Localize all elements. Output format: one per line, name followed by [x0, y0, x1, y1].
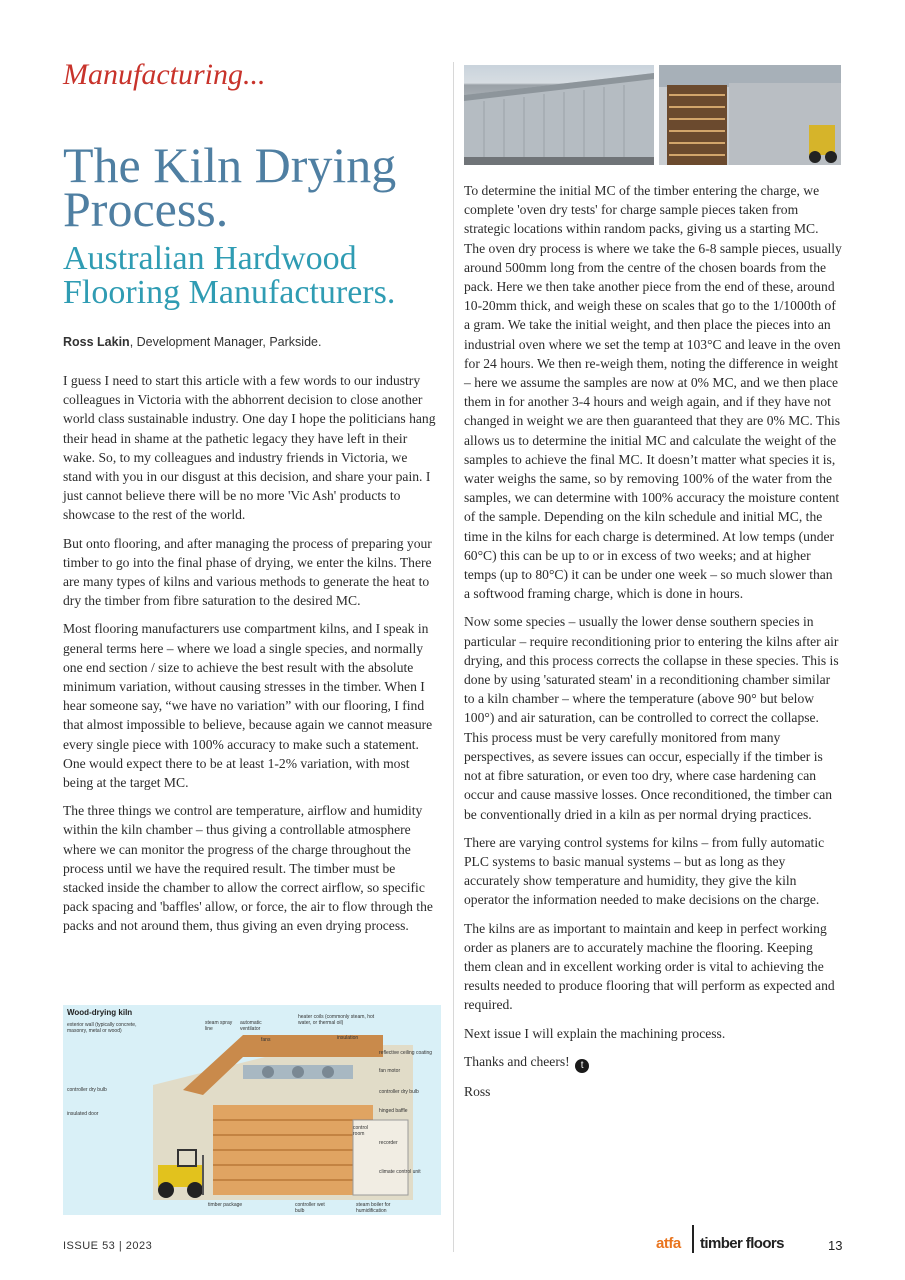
kiln-exterior-photo — [464, 65, 654, 165]
paragraph: The three things we control are temperature, airflow and humidity within the kiln chamber – thus giving a controllable atmosphere where we can monitor the progress of the charge throughout the process until we have the required result. The timber must be stacked inside the chamber to allow the correct airflow, so specific pack spacing and 'baffles' allow, or force, the air to flow through the packs and not around them, thus giving an even drying process. — [63, 803, 433, 934]
signoff-line — [464, 1052, 842, 1073]
label-fans: fans — [261, 1037, 271, 1043]
signature: Ross — [464, 1083, 491, 1099]
label-climate-unit: climate control unit — [379, 1169, 421, 1175]
timber-floors-logo: timber floors — [700, 1235, 784, 1252]
kiln-doorway-drawing — [659, 65, 841, 165]
label-controller-wet: controller wet bulb — [295, 1202, 325, 1214]
paragraph: Now some species – usually the lower dense southern species in particular – require reconditioning prior to entering the kilns after air drying, and this process corrects the collapse in these species. This is done by using 'saturated steam' in a reconditioning chamber similar to a kiln chamber – where the temperature (above 90° but below 100°) and air saturation, can be controlled to correct the collapse. This process must be very carefully monitored from many perspectives, as severe issues can occur, especially if the timber is not at fibre saturation, or even too dry, where case hardening can occur and cause massive losses. Once reconditioned, the timber can be conventionally dried in a kiln as per normal drying practices. — [464, 614, 839, 822]
label-fan-motor: fan motor — [379, 1068, 401, 1074]
label-control-room: control room — [353, 1125, 369, 1137]
author-role: , Development Manager, Parkside. — [129, 335, 322, 349]
paragraph: I guess I need to start this article with a few words to our industry colleagues in Victoria with the abhorrent decision to close another world class sustainable industry. One day I hope the politicians hang their head in shame at the pathetic legacy they have left in their wake. So, to my colleagues and industry friends in Victoria, we stand with you in our disgust at this decision, and share your pain. I just cannot believe there will be no more 'Vic Ash' products to showcase to the rest of the world. — [63, 373, 436, 523]
diagram-title: Wood-drying kiln — [67, 1008, 133, 1017]
label-exterior-wall: exterior wall (typically concrete, masonry, metal or wood) — [67, 1022, 137, 1034]
signoff: Thanks and cheers! — [464, 1053, 570, 1069]
page-number: 13 — [828, 1238, 843, 1253]
paragraph: The kilns are as important to maintain and keep in perfect working order as planers are to accurately machine the flooring. Keeping them clean and in excellent working order is vital to achieving the results needed to produce flooring that will perform as expected and required. — [464, 920, 835, 1013]
paragraph: Most flooring manufacturers use compartment kilns, and I speak in general terms here – where we load a single species, and normally one end section / size to achieve the best result with the absolute minimum variation, without causing stresses in the timber. When I hear someone say, “we have no variation” with our flooring, I find that almost impossible to believe, because again we cannot measure every single piece with 100% accuracy to make such a statement. One would expect there to be at least 1-2% variation, with most being at the target MC. — [63, 621, 433, 791]
kiln-building-drawing — [464, 65, 654, 165]
label-automatic-vent: automatic ventilator — [240, 1020, 262, 1032]
issue-number: ISSUE 53 | 2023 — [63, 1240, 153, 1252]
label-steam-spray: steam spray line — [205, 1020, 233, 1032]
label-controller-dry-right: controller dry bulb — [379, 1089, 419, 1095]
label-timber-package: timber package — [208, 1202, 243, 1208]
section-label: Manufacturing... — [63, 58, 266, 91]
end-mark-icon: t — [575, 1059, 589, 1073]
footer-divider — [692, 1225, 694, 1253]
label-insulated-door: insulated door — [67, 1111, 99, 1117]
column-divider — [453, 62, 454, 1252]
paragraph: To determine the initial MC of the timber entering the charge, we complete 'oven dry tests' for charge sample pieces taken from strategic locations within random packs, giving us a starting MC. The oven dry process is where we take the 6-8 sample pieces, usually around 500mm long from the centre of the chosen boards from the pack. Here we then take another piece from the end of these, around 10-20mm thick, and weigh these on scales that go to the 1/1000th of a gram. We take the initial weight, and then place the pieces into an industrial oven where we set the temp at 103°C and leave in the oven for 24 hours. We then re-weigh them, noting the difference in weight – here we assume the samples are now at 0% MC, and we then place them in for another 3-4 hours and weigh again, and if they have not changed in weight we are then guaranteed that they are 0% MC. This allows us to determine the initial MC and calculate the weight of the samples to achieve the final MC. It doesn’t matter what species it is, water weighs the same, so by removing 100% of the water from the samples, we can determine with 100% accuracy the moisture content of the sample. Depending on the kiln schedule and initial MC, the time in the kilns for each charge is determined. At low temps (under 60°C) this can be up to or in excess of two weeks; and at higher temps (up to 80°C) it can be under one week – so much slower than a softwood framing charge, which is done in hours. — [464, 183, 842, 602]
paragraph: Next issue I will explain the machining process. — [464, 1025, 726, 1041]
label-hinged-baffle: hinged baffle — [379, 1108, 408, 1114]
label-steam-boiler: steam boiler for humidification — [356, 1202, 391, 1214]
label-reflective: reflective ceiling coating — [379, 1050, 433, 1056]
kiln-diagram — [63, 1005, 441, 1215]
byline — [63, 335, 443, 349]
paragraph: But onto flooring, and after managing the process of preparing your timber to go into the final phase of drying, we enter the kilns. There are many types of kilns and various methods to generate the heat to dry the timber from fibre saturation to the desired MC. — [63, 535, 432, 609]
author-name: Ross Lakin — [63, 335, 130, 349]
label-recorder: recorder — [379, 1140, 398, 1146]
label-insulation: insulation — [337, 1035, 359, 1041]
paragraph: There are varying control systems for kilns – from fully automatic PLC systems to basic manual systems – but as long as they accurately show temperature and humidity, they give the kiln operator the information needed to make decisions on the charge. — [464, 834, 825, 908]
left-column — [63, 371, 439, 945]
kiln-interior-photo — [659, 65, 841, 165]
right-column — [464, 181, 842, 1110]
label-heater-coils: heater coils (commonly steam, hot water, or thermal oil) — [298, 1014, 375, 1026]
article-subtitle: Australian Hardwood Flooring Manufacturers. — [63, 240, 396, 311]
article-title: The Kiln Drying Process. — [63, 137, 397, 237]
atfa-logo: atfa — [656, 1235, 681, 1252]
label-controller-dry-left: controller dry bulb — [67, 1087, 107, 1093]
